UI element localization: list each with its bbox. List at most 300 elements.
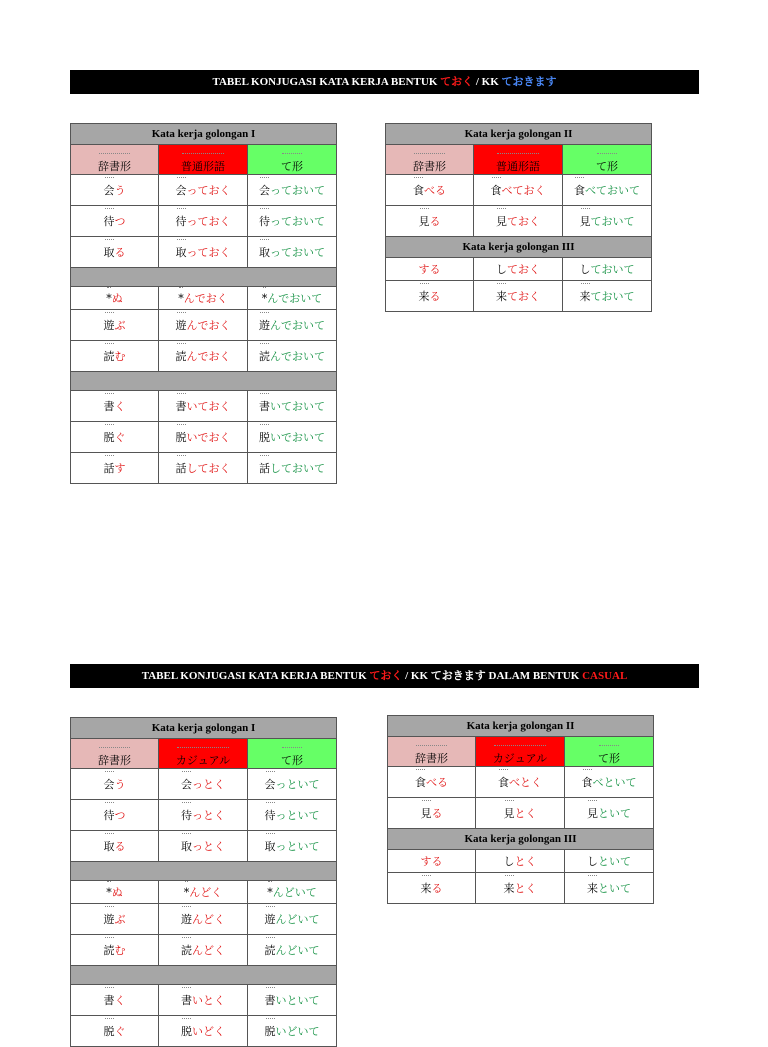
verb-ending: んどく xyxy=(189,886,223,899)
dictionary-form-cell xyxy=(388,850,476,873)
verb-stem: 見 xyxy=(420,807,432,820)
verb-ending: べといて xyxy=(592,776,637,789)
verb-stem: 見 xyxy=(579,215,591,228)
verb-stem: 遊 xyxy=(103,913,115,926)
verb-stem: * xyxy=(178,292,184,305)
table-row xyxy=(71,831,337,862)
verb-stem: 待 xyxy=(175,215,187,228)
verb-ending: べておいて xyxy=(585,184,641,197)
header-row xyxy=(71,739,337,769)
te-form-cell xyxy=(248,237,337,268)
verb-ending: ぬ xyxy=(111,886,123,899)
te-form-cell xyxy=(248,1016,337,1047)
verb-ending: ておいて xyxy=(590,263,635,276)
verb-ending: んでおいて xyxy=(270,319,325,332)
te-form-cell xyxy=(248,391,337,422)
verb-ending: っとく xyxy=(192,840,225,853)
verb-ending: る xyxy=(114,246,126,259)
verb-ending: っといて xyxy=(275,778,320,791)
plain-form-cell xyxy=(476,798,565,829)
table-row xyxy=(71,175,337,206)
verb-ending: っといて xyxy=(275,840,320,853)
verb-stem: 読 xyxy=(103,944,115,957)
table-title-row xyxy=(388,716,654,737)
verb-ending: んでおいて xyxy=(267,292,323,305)
verb-stem: 話 xyxy=(259,462,270,475)
verb-stem: 話 xyxy=(103,462,115,475)
banner-mid: / KK xyxy=(473,76,502,88)
table-row xyxy=(71,935,337,966)
verb-stem: 見 xyxy=(496,215,507,228)
verb-ending: する xyxy=(418,263,441,276)
verb-stem: 待 xyxy=(259,215,270,228)
verb-stem: 読 xyxy=(181,944,192,957)
dictionary-form-cell xyxy=(71,206,159,237)
verb-stem: 来 xyxy=(496,290,507,303)
verb-ending: んでおく xyxy=(186,319,231,332)
dictionary-form-cell xyxy=(71,935,159,966)
plain-form-cell xyxy=(474,175,563,206)
table-subtitle-row xyxy=(386,237,652,258)
verb-ending: ぐ xyxy=(114,1025,126,1038)
plain-form-cell xyxy=(474,258,563,281)
verb-stem: 取 xyxy=(264,840,276,853)
verb-ending: んでおく xyxy=(183,292,228,305)
section2-banner xyxy=(70,664,699,688)
plain-form-cell xyxy=(474,206,563,237)
table-row xyxy=(386,281,652,312)
te-form-cell xyxy=(248,935,337,966)
verb-stem: 脱 xyxy=(259,431,270,444)
verb-stem: 来 xyxy=(418,290,430,303)
header-plain-form-cell xyxy=(474,145,563,175)
verb-stem: 遊 xyxy=(264,913,276,926)
verb-ending: う xyxy=(114,778,126,791)
plain-form-cell xyxy=(159,310,248,341)
verb-stem: 脱 xyxy=(103,431,115,444)
table-row xyxy=(388,767,654,798)
verb-ending: っといて xyxy=(275,809,320,822)
verb-ending: する xyxy=(420,855,443,868)
dictionary-form-cell xyxy=(386,206,474,237)
section1-banner xyxy=(70,70,699,94)
plain-form-cell xyxy=(159,1016,248,1047)
plain-form-cell xyxy=(474,281,563,312)
verb-ending: ておく xyxy=(507,290,540,303)
plain-form-cell xyxy=(159,453,248,484)
verb-stem: 取 xyxy=(175,246,187,259)
table-row xyxy=(388,850,654,873)
te-form-cell xyxy=(563,206,652,237)
plain-form-cell xyxy=(159,341,248,372)
verb-stem: 脱 xyxy=(103,1025,115,1038)
verb-ending: す xyxy=(114,462,126,475)
banner-form-red: ておく xyxy=(369,670,403,682)
te-form-cell xyxy=(565,850,654,873)
dictionary-form-cell xyxy=(71,904,159,935)
table-row xyxy=(386,258,652,281)
verb-stem: 食 xyxy=(415,776,426,789)
dictionary-form-cell xyxy=(71,769,159,800)
verb-ending: べておく xyxy=(501,184,546,197)
table-row xyxy=(388,873,654,904)
dictionary-form-cell xyxy=(71,341,159,372)
verb-stem: 見 xyxy=(587,807,599,820)
verb-stem: 取 xyxy=(103,840,115,853)
table-row xyxy=(71,769,337,800)
te-form-cell xyxy=(248,985,337,1016)
plain-form-cell xyxy=(159,904,248,935)
table-title: Kata kerja golongan I xyxy=(71,718,337,739)
te-form-cell xyxy=(565,767,654,798)
verb-stem: 脱 xyxy=(264,1025,276,1038)
verb-stem: し xyxy=(579,263,591,276)
dictionary-form-cell xyxy=(71,881,159,904)
header-plain-form: 普通形語 xyxy=(181,160,225,173)
verb-ending: んでおく xyxy=(186,350,231,363)
verb-stem: * xyxy=(261,292,268,305)
plain-form-cell xyxy=(159,422,248,453)
dictionary-form-cell xyxy=(71,391,159,422)
dictionary-form-cell xyxy=(71,800,159,831)
verb-ending: んどいて xyxy=(275,913,320,926)
header-plain-form-cell xyxy=(159,145,248,175)
header-te-form: て形 xyxy=(281,754,303,767)
verb-stem: 会 xyxy=(259,184,270,197)
verb-stem: 遊 xyxy=(181,913,192,926)
dictionary-form-cell xyxy=(71,237,159,268)
header-plain-form-cell xyxy=(476,737,565,767)
verb-stem: 待 xyxy=(264,809,276,822)
verb-ending: っておく xyxy=(186,215,231,228)
verb-stem: 取 xyxy=(181,840,192,853)
dictionary-form-cell xyxy=(71,175,159,206)
verb-ending: んどく xyxy=(192,944,225,957)
verb-ending: ておいて xyxy=(590,290,635,303)
header-plain-form: 普通形語 xyxy=(496,160,540,173)
banner-prefix: TABEL KONJUGASI KATA KERJA BENTUK xyxy=(212,76,441,88)
verb-stem: 食 xyxy=(581,776,593,789)
verb-ending: う xyxy=(114,184,126,197)
verb-ending: とく xyxy=(514,807,537,820)
dictionary-form-cell xyxy=(71,1016,159,1047)
verb-stem: 会 xyxy=(103,778,115,791)
verb-stem: 書 xyxy=(103,994,115,1007)
table-row xyxy=(71,800,337,831)
group-divider-cell xyxy=(71,862,337,881)
verb-ending: とく xyxy=(514,882,537,895)
header-row xyxy=(388,737,654,767)
verb-stem: 食 xyxy=(490,184,502,197)
verb-ending: ぐ xyxy=(114,431,126,444)
table-row xyxy=(71,206,337,237)
header-te-form: て形 xyxy=(598,752,621,765)
verb-ending: といて xyxy=(598,882,632,895)
plain-form-cell xyxy=(476,767,565,798)
verb-stem: 書 xyxy=(175,400,187,413)
table-row xyxy=(71,1016,337,1047)
te-form-cell xyxy=(248,175,337,206)
te-form-cell xyxy=(563,258,652,281)
dictionary-form-cell xyxy=(71,287,159,310)
verb-ending: る xyxy=(431,807,443,820)
verb-stem: し xyxy=(587,855,599,868)
section1-golongan1-table xyxy=(70,123,337,484)
plain-form-cell xyxy=(159,206,248,237)
verb-ending: しておいて xyxy=(270,462,325,475)
verb-ending: ておいて xyxy=(590,215,635,228)
header-te-form-cell xyxy=(563,145,652,175)
header-te-form: て形 xyxy=(596,160,619,173)
te-form-cell xyxy=(248,831,337,862)
group-divider-cell xyxy=(71,966,337,985)
verb-ending: ておく xyxy=(507,215,540,228)
verb-stem: 来 xyxy=(420,882,432,895)
te-form-cell xyxy=(248,881,337,904)
verb-stem: 見 xyxy=(503,807,515,820)
verb-ending: べる xyxy=(424,184,446,197)
verb-ending: いておく xyxy=(186,400,231,413)
verb-stem: 会 xyxy=(181,778,192,791)
dictionary-form-cell xyxy=(71,310,159,341)
header-dictionary-form-cell xyxy=(71,739,159,769)
header-dictionary-form: 辞書形 xyxy=(415,752,448,765)
banner-mid: / KK ておきます DALAM BENTUK xyxy=(402,670,583,682)
verb-ending: んどいて xyxy=(275,944,320,957)
dictionary-form-cell xyxy=(386,175,474,206)
te-form-cell xyxy=(248,453,337,484)
verb-ending: く xyxy=(114,400,126,413)
verb-ending: ぶ xyxy=(114,913,126,926)
group-divider-cell xyxy=(71,268,337,287)
table-row xyxy=(71,881,337,904)
table-row xyxy=(71,237,337,268)
group-divider-cell xyxy=(71,372,337,391)
verb-ending: いでおく xyxy=(186,431,231,444)
verb-ending: っとく xyxy=(192,778,225,791)
section2-golongan2-table xyxy=(387,715,654,904)
verb-ending: んでおいて xyxy=(270,350,325,363)
verb-ending: いといて xyxy=(275,994,320,1007)
verb-ending: つ xyxy=(114,809,126,822)
verb-stem: 見 xyxy=(418,215,430,228)
verb-ending: べとく xyxy=(509,776,542,789)
verb-stem: 書 xyxy=(181,994,192,1007)
te-form-cell xyxy=(248,904,337,935)
verb-stem: 脱 xyxy=(175,431,187,444)
plain-form-cell xyxy=(159,237,248,268)
dictionary-form-cell xyxy=(71,985,159,1016)
verb-ending: ておく xyxy=(507,263,540,276)
dictionary-form-cell xyxy=(388,767,476,798)
plain-form-cell xyxy=(159,769,248,800)
header-dictionary-form-cell xyxy=(71,145,159,175)
banner-form-blue: ておきます xyxy=(501,76,557,88)
dictionary-form-cell xyxy=(388,873,476,904)
verb-stem: し xyxy=(503,855,515,868)
verb-ending: いどく xyxy=(192,1025,225,1038)
banner-casual: CASUAL xyxy=(582,670,628,682)
table-row xyxy=(71,287,337,310)
plain-form-cell xyxy=(159,287,248,310)
table-title: Kata kerja golongan II xyxy=(388,716,654,737)
table-title-row xyxy=(71,718,337,739)
section1-golongan2-table xyxy=(385,123,652,312)
verb-stem: * xyxy=(106,292,112,305)
dictionary-form-cell xyxy=(71,831,159,862)
te-form-cell xyxy=(248,287,337,310)
plain-form-cell xyxy=(159,935,248,966)
verb-stem: 来 xyxy=(579,290,591,303)
verb-ending: いでおいて xyxy=(270,431,325,444)
verb-stem: 来 xyxy=(503,882,515,895)
verb-ending: る xyxy=(114,840,126,853)
verb-ending: ぬ xyxy=(111,292,123,305)
table-row xyxy=(71,904,337,935)
verb-ending: といて xyxy=(598,855,632,868)
dictionary-form-cell xyxy=(388,798,476,829)
verb-ending: る xyxy=(429,290,441,303)
header-te-form-cell xyxy=(248,145,337,175)
plain-form-cell xyxy=(159,175,248,206)
table-title: Kata kerja golongan II xyxy=(386,124,652,145)
te-form-cell xyxy=(565,798,654,829)
verb-stem: 食 xyxy=(413,184,424,197)
dictionary-form-cell xyxy=(71,422,159,453)
header-plain-form: カジュアル xyxy=(492,752,548,765)
verb-stem: 書 xyxy=(103,400,115,413)
plain-form-cell xyxy=(159,391,248,422)
header-dictionary-form: 辞書形 xyxy=(98,160,131,173)
table-row xyxy=(71,422,337,453)
section2-golongan1-table xyxy=(70,717,337,1047)
verb-stem: 読 xyxy=(259,350,270,363)
header-dictionary-form-cell xyxy=(388,737,476,767)
table-row xyxy=(71,453,337,484)
verb-ending: っておいて xyxy=(270,184,325,197)
te-form-cell xyxy=(248,341,337,372)
plain-form-cell xyxy=(159,985,248,1016)
verb-stem: * xyxy=(106,886,112,899)
header-te-form-cell xyxy=(565,737,654,767)
te-form-cell xyxy=(565,873,654,904)
table-row xyxy=(386,175,652,206)
table-title: Kata kerja golongan I xyxy=(71,124,337,145)
verb-stem: 読 xyxy=(175,350,187,363)
verb-stem: 遊 xyxy=(175,319,187,332)
verb-ending: く xyxy=(114,994,126,1007)
verb-stem: 取 xyxy=(103,246,115,259)
verb-ending: いておいて xyxy=(270,400,325,413)
dictionary-form-cell xyxy=(386,258,474,281)
banner-form-red: ておく xyxy=(440,76,474,88)
verb-ending: いとく xyxy=(192,994,225,1007)
header-dictionary-form-cell xyxy=(386,145,474,175)
table-row xyxy=(71,391,337,422)
verb-ending: む xyxy=(114,350,126,363)
verb-stem: 話 xyxy=(175,462,187,475)
header-te-form-cell xyxy=(248,739,337,769)
table-row xyxy=(71,341,337,372)
verb-ending: といて xyxy=(598,807,632,820)
plain-form-cell xyxy=(159,831,248,862)
verb-stem: 待 xyxy=(103,809,115,822)
header-dictionary-form: 辞書形 xyxy=(98,754,131,767)
header-te-form: て形 xyxy=(281,160,303,173)
verb-ending: べる xyxy=(426,776,448,789)
header-row xyxy=(71,145,337,175)
table-subtitle: Kata kerja golongan III xyxy=(386,237,652,258)
table-title-row xyxy=(386,124,652,145)
table-subtitle: Kata kerja golongan III xyxy=(388,829,654,850)
table-row xyxy=(71,985,337,1016)
verb-stem: 会 xyxy=(175,184,187,197)
te-form-cell xyxy=(248,310,337,341)
verb-stem: 読 xyxy=(264,944,276,957)
verb-stem: 読 xyxy=(103,350,115,363)
table-subtitle-row xyxy=(388,829,654,850)
verb-ending: んどいて xyxy=(272,886,317,899)
verb-stem: 食 xyxy=(498,776,509,789)
table-title-row xyxy=(71,124,337,145)
header-plain-form: カジュアル xyxy=(175,754,231,767)
verb-stem: 会 xyxy=(264,778,276,791)
header-dictionary-form: 辞書形 xyxy=(413,160,446,173)
verb-ending: む xyxy=(114,944,126,957)
group-divider xyxy=(71,372,337,391)
te-form-cell xyxy=(248,800,337,831)
plain-form-cell xyxy=(159,881,248,904)
verb-ending: ぶ xyxy=(114,319,126,332)
verb-stem: 会 xyxy=(103,184,115,197)
table-row xyxy=(386,206,652,237)
verb-ending: っておいて xyxy=(270,246,325,259)
verb-stem: 待 xyxy=(103,215,115,228)
verb-stem: 遊 xyxy=(103,319,115,332)
verb-stem: 来 xyxy=(587,882,599,895)
dictionary-form-cell xyxy=(386,281,474,312)
te-form-cell xyxy=(248,206,337,237)
te-form-cell xyxy=(248,422,337,453)
verb-stem: * xyxy=(183,886,190,899)
verb-ending: つ xyxy=(114,215,126,228)
verb-stem: 取 xyxy=(259,246,270,259)
group-divider xyxy=(71,966,337,985)
banner-prefix: TABEL KONJUGASI KATA KERJA BENTUK xyxy=(141,670,370,682)
verb-stem: * xyxy=(267,886,273,899)
header-plain-form-cell xyxy=(159,739,248,769)
group-divider xyxy=(71,268,337,287)
te-form-cell xyxy=(563,175,652,206)
verb-stem: 脱 xyxy=(181,1025,192,1038)
verb-stem: 書 xyxy=(264,994,276,1007)
dictionary-form-cell xyxy=(71,453,159,484)
verb-ending: しておく xyxy=(186,462,231,475)
verb-ending: いどいて xyxy=(275,1025,320,1038)
plain-form-cell xyxy=(159,800,248,831)
verb-ending: る xyxy=(431,882,443,895)
te-form-cell xyxy=(563,281,652,312)
verb-stem: 待 xyxy=(181,809,192,822)
verb-ending: っておく xyxy=(186,246,231,259)
verb-ending: とく xyxy=(514,855,537,868)
verb-stem: し xyxy=(496,263,507,276)
verb-ending: んどく xyxy=(192,913,225,926)
header-row xyxy=(386,145,652,175)
plain-form-cell xyxy=(476,873,565,904)
verb-stem: 食 xyxy=(574,184,586,197)
te-form-cell xyxy=(248,769,337,800)
